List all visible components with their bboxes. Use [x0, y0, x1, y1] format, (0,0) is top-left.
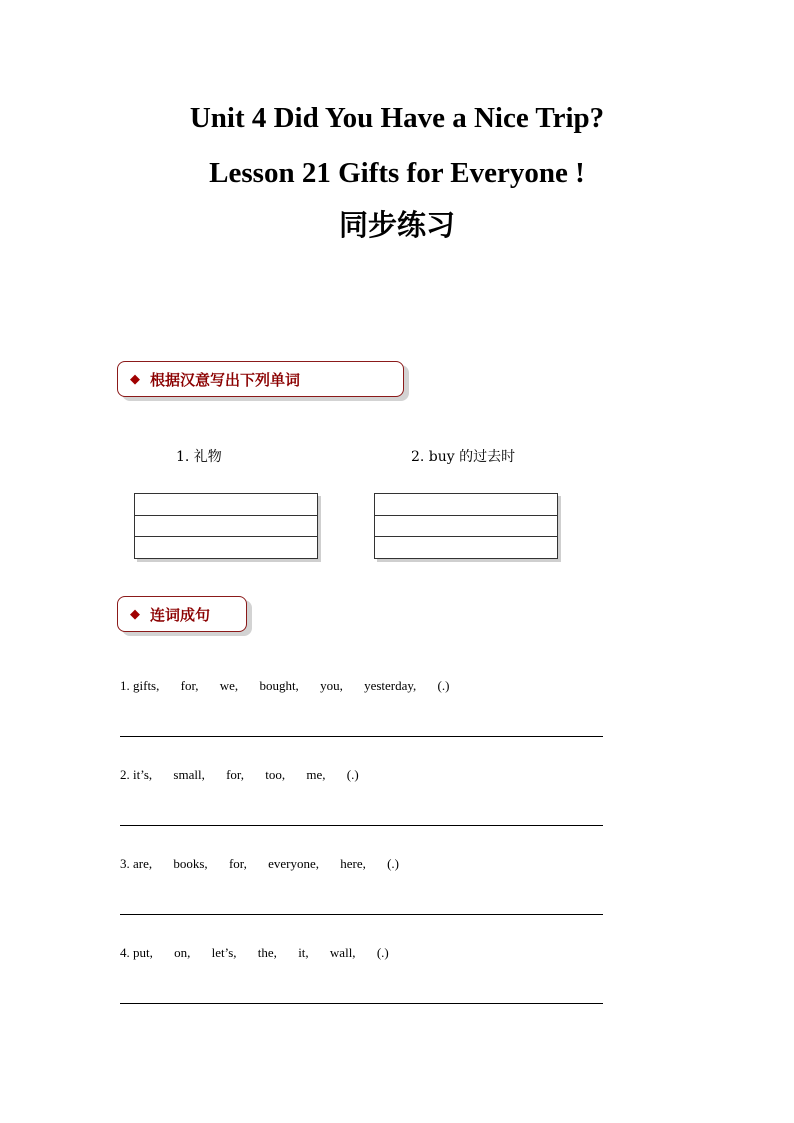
word: bought,: [259, 678, 299, 693]
word: you,: [320, 678, 343, 693]
word: on,: [174, 945, 191, 960]
lesson-title: Lesson 21 Gifts for Everyone !: [209, 157, 585, 189]
word: it’s,: [133, 767, 153, 782]
word: everyone,: [268, 856, 319, 871]
word: gifts,: [133, 678, 160, 693]
word: wall,: [329, 945, 356, 960]
sentence-number: 2.: [120, 767, 130, 782]
section-header-vocabulary: [117, 361, 404, 397]
sentence-prompt: [120, 856, 417, 872]
section-title: 连词成句: [150, 605, 211, 624]
sentence-number: 4.: [120, 945, 130, 960]
writing-grid[interactable]: [374, 493, 558, 559]
word: yesterday,: [364, 678, 417, 693]
writing-grid[interactable]: [134, 493, 318, 559]
unit-title: Unit 4 Did You Have a Nice Trip?: [189, 102, 605, 134]
word: here,: [340, 856, 366, 871]
sentence-prompt: [120, 767, 377, 783]
answer-line[interactable]: [120, 825, 603, 826]
diamond-icon: ◆: [130, 606, 140, 622]
sentence-prompt: [120, 678, 467, 694]
word: me,: [306, 767, 326, 782]
word: for,: [226, 767, 244, 782]
word: (.): [346, 767, 359, 782]
answer-line[interactable]: [120, 1003, 603, 1004]
word: for,: [180, 678, 199, 693]
sentence-prompt: [120, 945, 407, 961]
word: small,: [173, 767, 205, 782]
word: we,: [219, 678, 239, 693]
word: it,: [298, 945, 309, 960]
vocab-item-label: 2. buy 的过去时: [411, 449, 516, 465]
word: are,: [133, 856, 153, 871]
word: let’s,: [211, 945, 237, 960]
vocab-item-label: 1. 礼物: [176, 449, 222, 465]
writing-line[interactable]: [135, 494, 318, 516]
writing-line[interactable]: [375, 494, 558, 516]
answer-line[interactable]: [120, 736, 603, 737]
sentence-number: 1.: [120, 678, 130, 693]
answer-line[interactable]: [120, 914, 603, 915]
writing-line[interactable]: [135, 515, 318, 537]
word: put,: [133, 945, 153, 960]
word: too,: [265, 767, 286, 782]
writing-line[interactable]: [135, 537, 318, 559]
word: the,: [257, 945, 277, 960]
writing-line[interactable]: [375, 515, 558, 537]
section-title: 根据汉意写出下列单词: [150, 370, 301, 389]
diamond-icon: ◆: [130, 371, 140, 387]
writing-line[interactable]: [375, 537, 558, 559]
section-header-sentence-building: [117, 596, 247, 632]
page-subtitle: 同步练习: [338, 208, 455, 242]
word: books,: [173, 856, 208, 871]
sentence-number: 3.: [120, 856, 130, 871]
word: (.): [437, 678, 450, 693]
word: (.): [376, 945, 389, 960]
word: for,: [228, 856, 247, 871]
word: (.): [387, 856, 400, 871]
